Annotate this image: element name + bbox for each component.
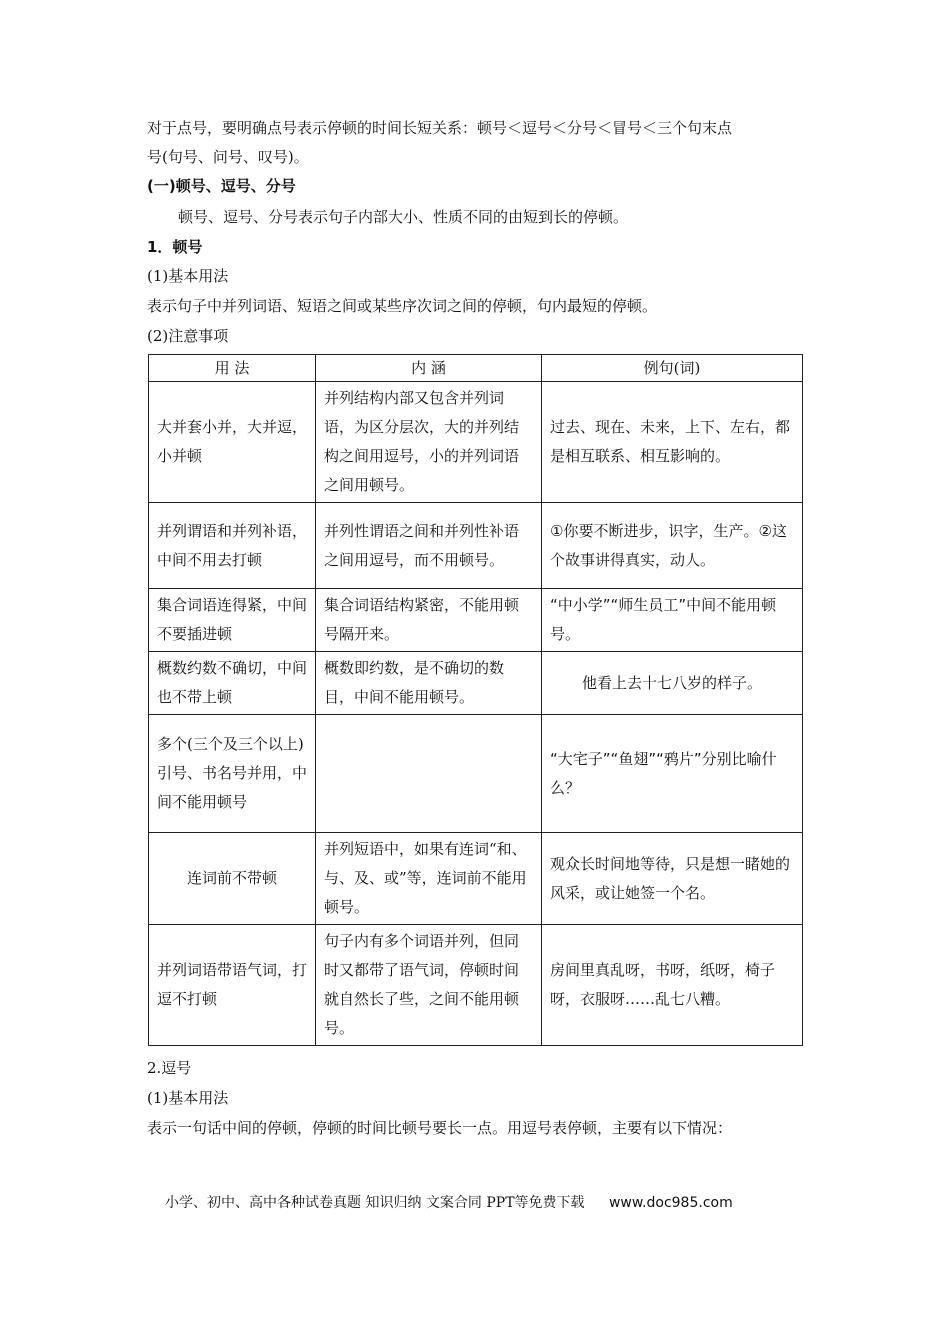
example-cell: 过去、现在、未来，上下、左右，都是相互联系、相互影响的。 (542, 382, 803, 503)
usage-cell: 并列谓语和并列补语，中间不用去打顿 (149, 503, 316, 589)
table-row (149, 589, 803, 652)
meaning-cell: 并列短语中，如果有连词“和、与、及、或”等，连词前不能用顿号。 (316, 833, 542, 925)
notes-table (148, 354, 803, 1046)
section-heading: (一)顿号、逗号、分号 (147, 177, 296, 195)
meaning-cell: 句子内有多个词语并列，但同时又都带了语气词，停顿时间就自然长了些，之间不能用顿号。 (316, 925, 542, 1046)
table-row (149, 715, 803, 833)
table-row (149, 833, 803, 925)
table-header-row (149, 355, 803, 382)
intro-line-1: 对于点号，要明确点号表示停顿的时间长短关系：顿号＜逗号＜分号＜冒号＜三个句末点 (147, 119, 733, 137)
usage-cell: 多个(三个及三个以上)引号、书名号并用，中间不能用顿号 (149, 715, 316, 833)
example-cell: “大宅子”“鱼翅”“鸦片”分别比喻什么？ (542, 715, 803, 833)
footer-site-link[interactable]: www.doc985.com (608, 1195, 733, 1211)
header-usage: 用 法 (149, 355, 316, 382)
header-meaning: 内 涵 (316, 355, 542, 382)
meaning-cell (316, 715, 542, 833)
douhao-title: 2.逗号 (147, 1059, 192, 1077)
header-example: 例句(词) (542, 355, 803, 382)
example-cell: 他看上去十七八岁的样子。 (542, 652, 803, 715)
table-row (149, 382, 803, 503)
usage-cell: 大并套小并，大并逗，小并顿 (149, 382, 316, 503)
page-footer (165, 1192, 733, 1212)
usage-cell: 连词前不带顿 (149, 833, 316, 925)
dunhao-title: 1．顿号 (147, 238, 203, 256)
intro-line-2: 号(句号、问号、叹号)。 (147, 148, 309, 166)
footer-text: 小学、初中、高中各种试卷真题 知识归纳 文案合同 PPT等免费下载 (165, 1195, 585, 1211)
table-row (149, 652, 803, 715)
table-row (149, 503, 803, 589)
example-cell: 观众长时间地等待，只是想一睹她的风采，或让她签一个名。 (542, 833, 803, 925)
section-summary: 顿号、逗号、分号表示句子内部大小、性质不同的由短到长的停顿。 (178, 208, 629, 226)
meaning-cell: 概数即约数，是不确切的数目，中间不能用顿号。 (316, 652, 542, 715)
table-row (149, 925, 803, 1046)
usage-cell: 并列词语带语气词，打逗不打顿 (149, 925, 316, 1046)
dunhao-basic-label: (1)基本用法 (147, 267, 229, 285)
example-cell: ①你要不断进步，识字，生产。②这个故事讲得真实，动人。 (542, 503, 803, 589)
meaning-cell: 并列结构内部又包含并列词语，为区分层次，大的并列结构之间用逗号，小的并列词语之间用顿号。 (316, 382, 542, 503)
dunhao-notes-label: (2)注意事项 (147, 327, 229, 345)
meaning-cell: 并列性谓语之间和并列性补语之间用逗号，而不用顿号。 (316, 503, 542, 589)
example-cell: 房间里真乱呀，书呀，纸呀，椅子呀，衣服呀……乱七八糟。 (542, 925, 803, 1046)
douhao-basic-text: 表示一句话中间的停顿，停顿的时间比顿号要长一点。用逗号表停顿，主要有以下情况： (147, 1119, 733, 1137)
meaning-cell: 集合词语结构紧密，不能用顿号隔开来。 (316, 589, 542, 652)
dunhao-basic-text: 表示句子中并列词语、短语之间或某些序次词之间的停顿，句内最短的停顿。 (147, 297, 658, 315)
example-cell: “中小学”“师生员工”中间不能用顿号。 (542, 589, 803, 652)
usage-cell: 集合词语连得紧，中间不要插进顿 (149, 589, 316, 652)
usage-cell: 概数约数不确切，中间也不带上顿 (149, 652, 316, 715)
douhao-basic-label: (1)基本用法 (147, 1089, 229, 1107)
